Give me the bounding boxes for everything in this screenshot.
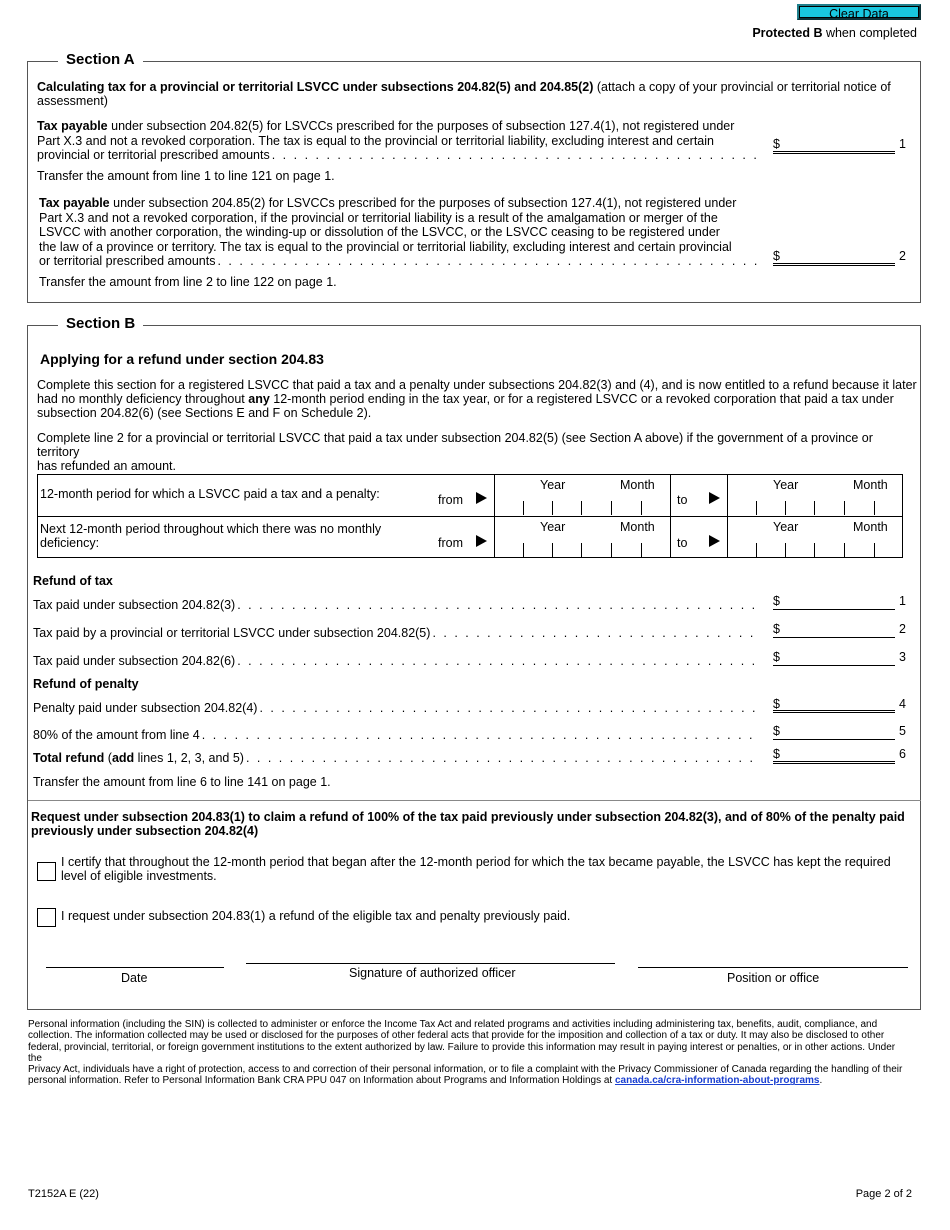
signature-label: Signature of authorized officer [349, 966, 516, 980]
penalty-line-4-amount[interactable] [773, 697, 913, 717]
refund-line-3-label: Tax paid under subsection 204.82(6) . . . [33, 654, 759, 668]
from-label: from [438, 536, 463, 550]
arrow-right-icon [709, 492, 720, 504]
month-label: Month [620, 478, 655, 492]
section-a-transfer2: Transfer the amount from line 2 to line 122 on page 1. [39, 275, 337, 289]
refund-of-penalty-heading: Refund of penalty [33, 677, 139, 691]
section-a-transfer1: Transfer the amount from line 1 to line 121 on page 1. [37, 169, 335, 183]
penalty-line-5-amount[interactable] [773, 724, 913, 744]
section-b-heading: Applying for a refund under section 204.83 [40, 351, 324, 367]
date-label: Date [121, 971, 148, 985]
line-number: 2 [899, 249, 906, 263]
position-line[interactable] [638, 967, 908, 968]
section-a-title: Section A [58, 51, 143, 68]
dollar-sign: $ [773, 594, 780, 608]
to-date-field[interactable] [728, 500, 902, 516]
total-refund-label: Total refund (add lines 1, 2, 3, and 5) . . . [33, 751, 759, 765]
certify-text: I certify that throughout the 12-month period that began after the 12-month period for which the tax became payable, the LSVCC has kept the required level of eligible investments. [61, 855, 891, 883]
arrow-right-icon [476, 535, 487, 547]
year-label: Year [773, 520, 799, 534]
line-number: 2 [899, 622, 906, 636]
line-number: 4 [899, 697, 906, 711]
line-number: 5 [899, 724, 906, 738]
from-label: from [438, 493, 463, 507]
refund-line-3-amount[interactable] [773, 650, 913, 670]
dollar-sign: $ [773, 697, 780, 711]
dollar-sign: $ [773, 747, 780, 761]
to-label: to [677, 536, 688, 550]
month-label: Month [620, 520, 655, 534]
section-b-para2: Complete line 2 for a provincial or territorial LSVCC that paid a tax under subsection 204.82(5) (see Section A above) if the government of a province or territory has refunded an amount. [37, 431, 873, 473]
year-label: Year [540, 478, 566, 492]
year-label: Year [773, 478, 799, 492]
refund-line-1-amount[interactable] [773, 594, 913, 614]
section-a-line2-amount[interactable] [773, 249, 913, 269]
section-a-line1-amount[interactable] [773, 137, 913, 157]
signature-line[interactable] [246, 963, 615, 964]
line-number: 1 [899, 137, 906, 151]
to-label: to [677, 493, 688, 507]
page-number: Page 2 of 2 [855, 1188, 912, 1200]
section-b-para1: Complete this section for a registered LSVCC that paid a tax and a penalty under subsections 204.82(3) and (4), and is now entitled to a refund because it later had no monthly deficiency throughout any 12-month period ending in the tax year, or for a registered LSVCC or a revoked corporation that paid a tax under subsection 204.82(6) (see Sections E and F on Schedule 2). [37, 378, 917, 420]
month-label: Month [853, 478, 888, 492]
arrow-right-icon [709, 535, 720, 547]
certify-checkbox[interactable] [37, 862, 56, 881]
dollar-sign: $ [773, 650, 780, 664]
section-a-line2-text: Tax payable under subsection 204.85(2) for LSVCCs prescribed for the purposes of subsection 127.4(1), not registered under Part X.3 and not a revoked corporation, if the provincial or territorial liability is a result of the amalgamation or merger of the LSVCC with another corporation, the winding-up or dissolution of the LSVCC, or the LSVCC ceasing to be registered under the law of a province or territory. The tax is equal to the provincial or territorial liability, excluding interest and certain provincial or territorial prescribed amounts . . . [39, 196, 759, 269]
position-label: Position or office [727, 971, 820, 985]
month-label: Month [853, 520, 888, 534]
protected-notice: Protected B when completed [752, 26, 917, 40]
dollar-sign: $ [773, 137, 780, 151]
cra-info-link[interactable]: canada.ca/cra-information-about-programs [614, 1075, 820, 1087]
line-number: 3 [899, 650, 906, 664]
dollar-sign: $ [773, 622, 780, 636]
request-heading: Request under subsection 204.83(1) to claim a refund of 100% of the tax paid previously under subsection 204.82(3), and of 80% of the penalty paid previously under subsection 204.82(4) [31, 810, 905, 838]
line-number: 6 [899, 747, 906, 761]
period-row-1-label: 12-month period for which a LSVCC paid a tax and a penalty: [40, 487, 380, 501]
arrow-right-icon [476, 492, 487, 504]
refund-line-1-label: Tax paid under subsection 204.82(3) . . . [33, 598, 759, 612]
year-label: Year [540, 520, 566, 534]
transfer-line-6: Transfer the amount from line 6 to line 141 on page 1. [33, 775, 331, 789]
refund-line-2-label: Tax paid by a provincial or territorial LSVCC under subsection 204.82(5) . . . [33, 626, 759, 640]
clear-data-button[interactable]: Clear Data [797, 4, 921, 20]
refund-of-tax-heading: Refund of tax [33, 574, 113, 588]
section-a-intro: Calculating tax for a provincial or territorial LSVCC under subsections 204.82(5) and 204.85(2) (attach a copy of your provincial or territorial notice of assessment) [37, 80, 891, 108]
to-date-field[interactable] [728, 542, 902, 558]
from-date-field[interactable] [495, 500, 671, 516]
section-a-line1-text: Tax payable under subsection 204.82(5) for LSVCCs prescribed for the purposes of subsection 127.4(1), not registered under Part X.3 and not a revoked corporation. The tax is equal to the provincial or territorial liability, excluding interest and certain provincial or territorial prescribed amounts . . . [37, 119, 759, 163]
form-id: T2152A E (22) [28, 1188, 99, 1200]
penalty-line-5-label: 80% of the amount from line 4 . . . [33, 728, 759, 742]
dollar-sign: $ [773, 724, 780, 738]
request-checkbox[interactable] [37, 908, 56, 927]
total-refund-amount[interactable] [773, 747, 913, 769]
from-date-field[interactable] [495, 542, 671, 558]
request-checkbox-text: I request under subsection 204.83(1) a refund of the eligible tax and penalty previously paid. [61, 909, 571, 923]
section-b-title: Section B [58, 315, 143, 332]
line-number: 1 [899, 594, 906, 608]
section-b-divider [28, 800, 921, 801]
refund-line-2-amount[interactable] [773, 622, 913, 642]
period-row-2-label: Next 12-month period throughout which there was no monthly deficiency: [40, 522, 382, 550]
dollar-sign: $ [773, 249, 780, 263]
penalty-line-4-label: Penalty paid under subsection 204.82(4) . . . [33, 701, 759, 715]
date-line[interactable] [46, 967, 224, 968]
privacy-notice: Personal information (including the SIN) is collected to administer or enforce the Income Tax Act and related programs and activities including administering tax, benefits, audit, compliance, and collection. The information collected may be used or disclosed for the purposes of other federal acts that provide for the imposition and collection of a tax or duty. It may also be disclosed to other federal, provincial, territorial, or foreign government institutions to the extent authorized by law. Failure to provide this information may result in paying interest or penalties, or in other actions. Under the Privacy Act, individuals have a right of protection, access to and correction of their personal information, or to file a complaint with the Privacy Commissioner of Canada regarding the handling of their personal information. Refer to Personal Information Bank CRA PPU 047 on Information about Programs and Information Holdings at canada.ca/cra-information-about-programs. [28, 1019, 903, 1087]
